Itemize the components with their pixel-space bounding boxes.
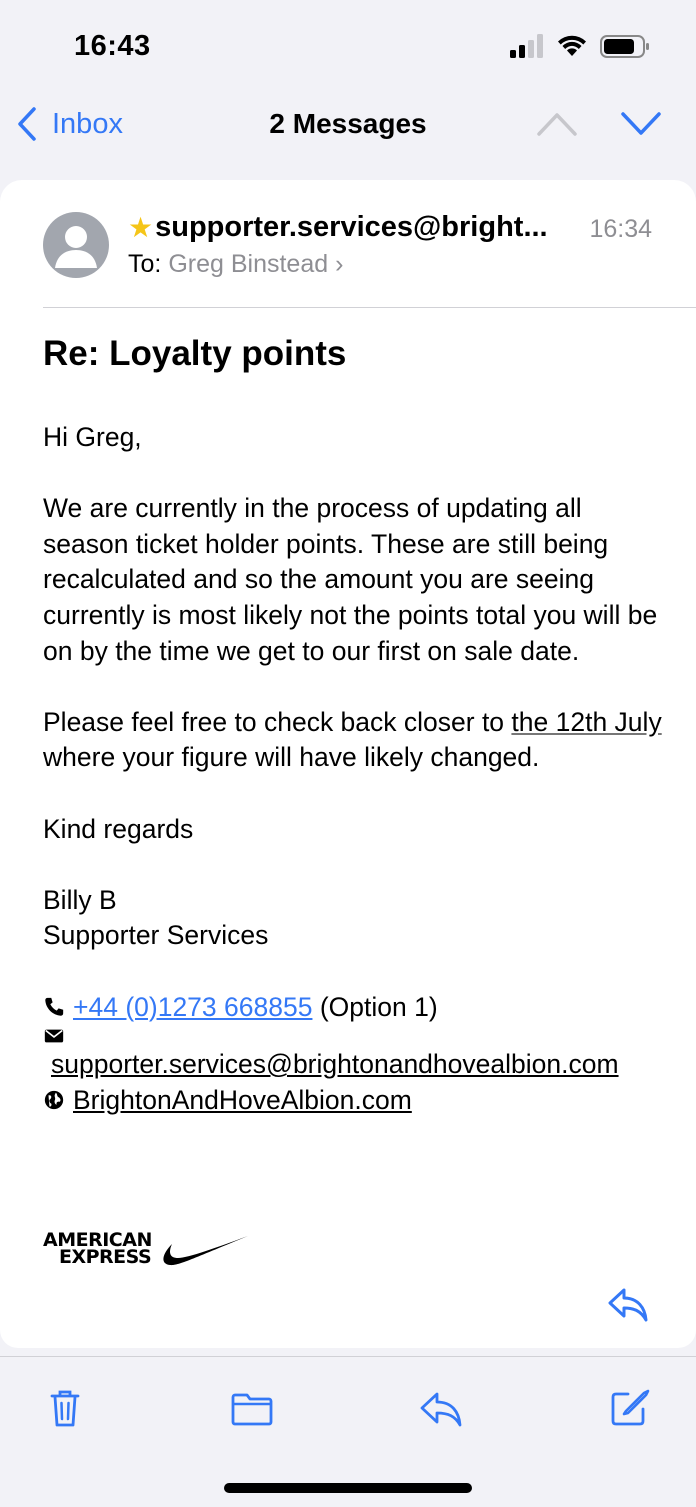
website-link[interactable]: BrightonAndHoveAlbion.com xyxy=(73,1084,412,1115)
status-bar xyxy=(0,0,696,92)
folder-icon[interactable] xyxy=(230,1387,274,1429)
phone-icon xyxy=(43,996,65,1018)
globe-icon xyxy=(43,1089,65,1111)
phone-line: +44 (0)1273 668855 (Option 1) xyxy=(43,990,663,1026)
envelope-icon xyxy=(43,1025,65,1047)
battery-icon xyxy=(600,35,650,58)
date-link[interactable]: the 12th July xyxy=(511,706,662,737)
compose-icon[interactable] xyxy=(608,1387,650,1429)
sender-text: supporter.services@bright... xyxy=(155,211,548,243)
signature-department: Supporter Services xyxy=(43,920,269,951)
to-label: To: xyxy=(128,250,162,278)
message-time: 16:34 xyxy=(589,215,652,243)
message-body xyxy=(43,420,663,1118)
email-icon-line xyxy=(43,1025,663,1047)
header-divider xyxy=(43,307,696,308)
american-express-logo: AMERICAN EXPRESS xyxy=(43,1229,152,1268)
wifi-icon xyxy=(556,33,588,57)
avatar[interactable] xyxy=(43,212,109,278)
home-indicator[interactable] xyxy=(224,1483,472,1493)
person-icon xyxy=(43,212,109,278)
chevron-right-icon: › xyxy=(335,250,344,278)
signature-name: Billy B xyxy=(43,884,117,915)
recipient-line[interactable] xyxy=(128,250,343,279)
phone-link[interactable]: +44 (0)1273 668855 xyxy=(73,991,313,1022)
cellular-signal-icon xyxy=(510,34,544,58)
reply-icon[interactable] xyxy=(418,1387,464,1429)
paragraph-2: Please feel free to check back closer to the 12th July where your figure will have likely changed. xyxy=(43,706,662,773)
status-time: 16:43 xyxy=(74,30,151,62)
greeting: Hi Greg, xyxy=(43,422,142,452)
vip-star-icon: ★ xyxy=(128,212,154,243)
reply-icon[interactable] xyxy=(606,1284,650,1324)
chevron-up-icon[interactable] xyxy=(536,110,578,138)
website-line xyxy=(43,1083,663,1119)
sender-address[interactable] xyxy=(128,211,548,244)
message-card xyxy=(0,180,696,1348)
nike-swoosh-logo xyxy=(158,1230,250,1268)
email-link[interactable]: supporter.services@brightonandhovealbion.com xyxy=(51,1049,619,1080)
chevron-down-icon[interactable] xyxy=(620,110,662,138)
signoff: Kind regards xyxy=(43,813,194,844)
navigation-bar xyxy=(0,92,696,158)
paragraph-1: We are currently in the process of updating all season ticket holder points. These are still being recalculated and so the amount you are seeing currently is most likely not the points total you will be on by the time we get to our first on sale date. xyxy=(43,493,658,666)
sponsor-logos xyxy=(43,1230,250,1268)
message-subject: Re: Loyalty points xyxy=(43,334,347,373)
nav-title: 2 Messages xyxy=(269,108,427,139)
recipient-name: Greg Binstead xyxy=(168,250,329,278)
trash-icon[interactable] xyxy=(44,1387,86,1429)
back-label: Inbox xyxy=(52,107,123,140)
